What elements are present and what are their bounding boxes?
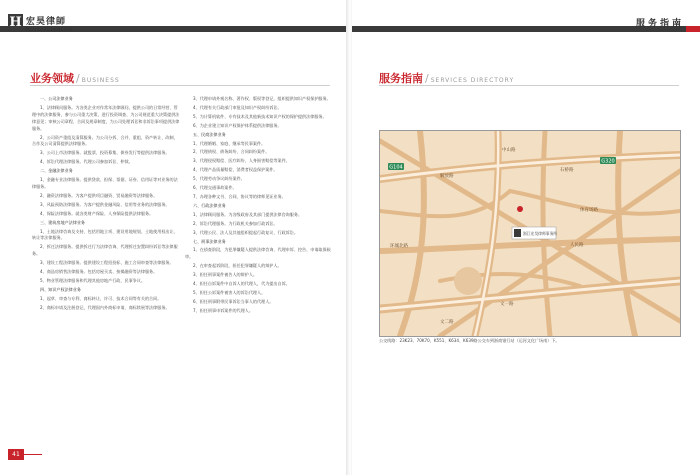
business-paragraph: 3、担任刑事案件被告人的辩护人。 <box>193 272 258 278</box>
business-paragraph: 3、代理侵权赔偿、医疗纠纷、人身损害赔偿等案件。 <box>193 158 290 164</box>
business-paragraph: 1、法律顾问服务。为各级政府及其部门提供法律咨询服务。 <box>193 211 303 217</box>
map-drawing <box>380 131 680 336</box>
header-accent <box>686 26 700 32</box>
business-paragraph: 1、法律顾问服务。为各类企业对作常年法律顾问，提供公司的日常经营、管理中的法律服务，参与公司重大决策，进行投资调查、为公司规范重大决策提供法律意见；审核公司章程、合同及规章制度，为公司处理诉讼和非诉讼事项提供法律服务。 <box>32 104 180 131</box>
business-paragraph: 7、担任刑事申诉案件的代理人。 <box>193 307 253 313</box>
business-paragraph: 2、代理债权、债务纠纷、合同纠纷案件。 <box>193 149 270 155</box>
business-paragraph: 3、代理公民、法人及其他组织提起行政复议、行政诉讼。 <box>193 229 298 235</box>
logo-chinese-name: 宏昊律師 <box>26 17 67 27</box>
location-map[interactable] <box>379 130 681 337</box>
business-paragraph: 3、公司上市法律服务。就股票、投资募集、债券发行等提供法律服务。 <box>40 150 170 156</box>
business-paragraph: 1、金融专业法律服务。提供贷款、担保、票据、证券、信用证等对业务的法律服务。 <box>32 177 178 189</box>
business-paragraph: 4、代理有关行政部门审批及知识产权纠纷诉讼。 <box>193 104 282 110</box>
business-paragraph: 4、商品房销售法律服务。包括房屋买卖、按揭融资等法律服务。 <box>40 269 158 275</box>
marker-logo-icon <box>514 229 521 237</box>
section-divider <box>379 85 679 86</box>
business-paragraph: 6、担任刑事附带民事诉讼当事人的代理人。 <box>193 298 274 304</box>
left-page <box>0 0 348 475</box>
roundabout <box>454 267 482 295</box>
road-label: 中山路 <box>502 148 516 153</box>
logo <box>8 14 73 32</box>
business-paragraph: 6、代理交通事故案件。 <box>193 185 237 191</box>
business-paragraph: 4、保险法律服务。就各类财产保险、人身保险提供法律服务。 <box>40 210 154 216</box>
business-paragraph: 5、代理劳动争议纠纷案件。 <box>193 176 245 182</box>
business-heading: 一、公司法律业务 <box>40 96 73 101</box>
business-heading: 二、金融法律业务 <box>40 168 73 174</box>
road-label: 体育场路 <box>580 208 598 213</box>
business-heading: 三、建筑房地产法律业务 <box>40 219 86 225</box>
header-page-title: 服务指南 <box>635 19 684 29</box>
business-paragraph: 3、代理申请外观名称、著作权、版权等登记，组织提供知识产权保护服务。 <box>193 96 331 101</box>
business-heading: 五、民商法律业务 <box>193 131 226 137</box>
business-paragraph: 6、为企业建立知识产权保护体系提供法律服务。 <box>193 122 282 128</box>
business-paragraph: 3、风险预防法律服务。为客户提供金融风险、信用等业务的法律服务。 <box>40 201 170 207</box>
business-paragraph: 2、诉讼代理服务。为行政机关参加行政诉讼。 <box>193 220 278 226</box>
business-paragraph: 2、融资法律服务。为客户提供项目融资、贸易融资等法律服务。 <box>40 192 158 198</box>
page-number-rule <box>24 454 42 455</box>
section-title-cn: 服务指南 <box>379 72 423 85</box>
road-label: 石桥路 <box>560 168 574 173</box>
business-paragraph: 4、代理产品质量赔偿、消费者权益保护案件。 <box>193 167 278 173</box>
business-paragraph: 5、物业管理法律服务和代理其他房地产行政、民事争议。 <box>40 277 145 283</box>
marker-label: 浙江宏昊律师事务所 <box>523 231 558 236</box>
road-label: 解放路 <box>440 174 454 179</box>
right-page <box>352 0 700 475</box>
road-label: 人民路 <box>570 243 584 248</box>
section-title-services: 服务指南 / SERVICES DIRECTORY <box>379 72 515 85</box>
business-paragraph: 4、诉讼代理法律服务。代理公司参加诉讼、仲裁。 <box>40 159 133 165</box>
road-label: 文二路 <box>440 320 454 325</box>
business-column-1 <box>32 96 180 314</box>
business-paragraph: 4、担任自诉案件中自诉人的代理人，代为提出自诉。 <box>193 281 290 287</box>
business-column-2 <box>185 96 333 317</box>
road-label: 文一路 <box>500 302 514 307</box>
section-title-en: SERVICES DIRECTORY <box>430 77 515 84</box>
business-heading: 七、刑事法律业务 <box>193 238 226 244</box>
business-paragraph: 7、办理各种文书、合同、协议等的律师见证业务。 <box>193 193 286 199</box>
business-paragraph: 5、担任公诉案件被害人的诉讼代理人。 <box>193 289 266 295</box>
transit-note: 公交线路：23K23、70K70、K551、K634、K639路公交车到浙商银行站（运河文化广场南）下。 <box>379 338 560 343</box>
business-heading: 四、知识产权法律业务 <box>40 286 81 292</box>
business-paragraph: 2、公司资产重组及清算服务。为公司分拆、合并、重组、资产转让、改制、合作及公司清算提供法律服务。 <box>32 134 178 147</box>
page-number: 41 <box>8 449 24 460</box>
section-title-en: BUSINESS <box>81 77 120 84</box>
business-paragraph: 1、起草、审查与专利、商标转让、许可、技术合同等有关的合同。 <box>40 295 162 301</box>
business-paragraph: 5、为计算机软件、专有技术及其他新技术知识产权的保护提供法律服务。 <box>193 113 327 119</box>
business-paragraph: 3、建设工程法律服务。提供建设工程招投标、施工合同审查等法律服务。 <box>40 260 174 266</box>
route-badge-g104-text: G104 <box>389 164 403 171</box>
business-paragraph: 1、土地法律咨询及支持，包括用地立项、建设用地规划、土地使用权出让、转让等法律服务。 <box>32 228 178 241</box>
business-paragraph: 1、在侦查阶段，为犯罪嫌疑人提供法律咨询、代理申诉、控告、申请取保候审。 <box>185 247 331 260</box>
business-paragraph: 2、拆迁法律服务。提供拆迁行为法律咨询、代理拆迁安置纠纷诉讼等法律服务。 <box>32 244 178 257</box>
road-label: 环城北路 <box>390 244 408 249</box>
business-paragraph: 2、在审查起诉阶段，担任犯罪嫌疑人的辩护人。 <box>193 263 282 269</box>
section-divider <box>30 85 330 86</box>
route-badge-g320-text: G320 <box>601 158 615 165</box>
business-paragraph: 1、代理婚姻、家庭、继承等民事案件。 <box>193 140 266 146</box>
logo-english-name: HONGHAOLAWFIRM <box>26 27 73 32</box>
location-pin-icon[interactable] <box>517 206 523 212</box>
logo-mark: H <box>9 15 22 30</box>
section-title-cn: 业务领域 <box>30 72 74 85</box>
business-heading: 六、行政法律业务 <box>193 202 226 208</box>
business-paragraph: 2、商标申请及注册登记，代理国内外商标申请、商标续展等法律服务。 <box>40 304 170 310</box>
section-title-business: 业务领域 / BUSINESS <box>30 72 120 85</box>
